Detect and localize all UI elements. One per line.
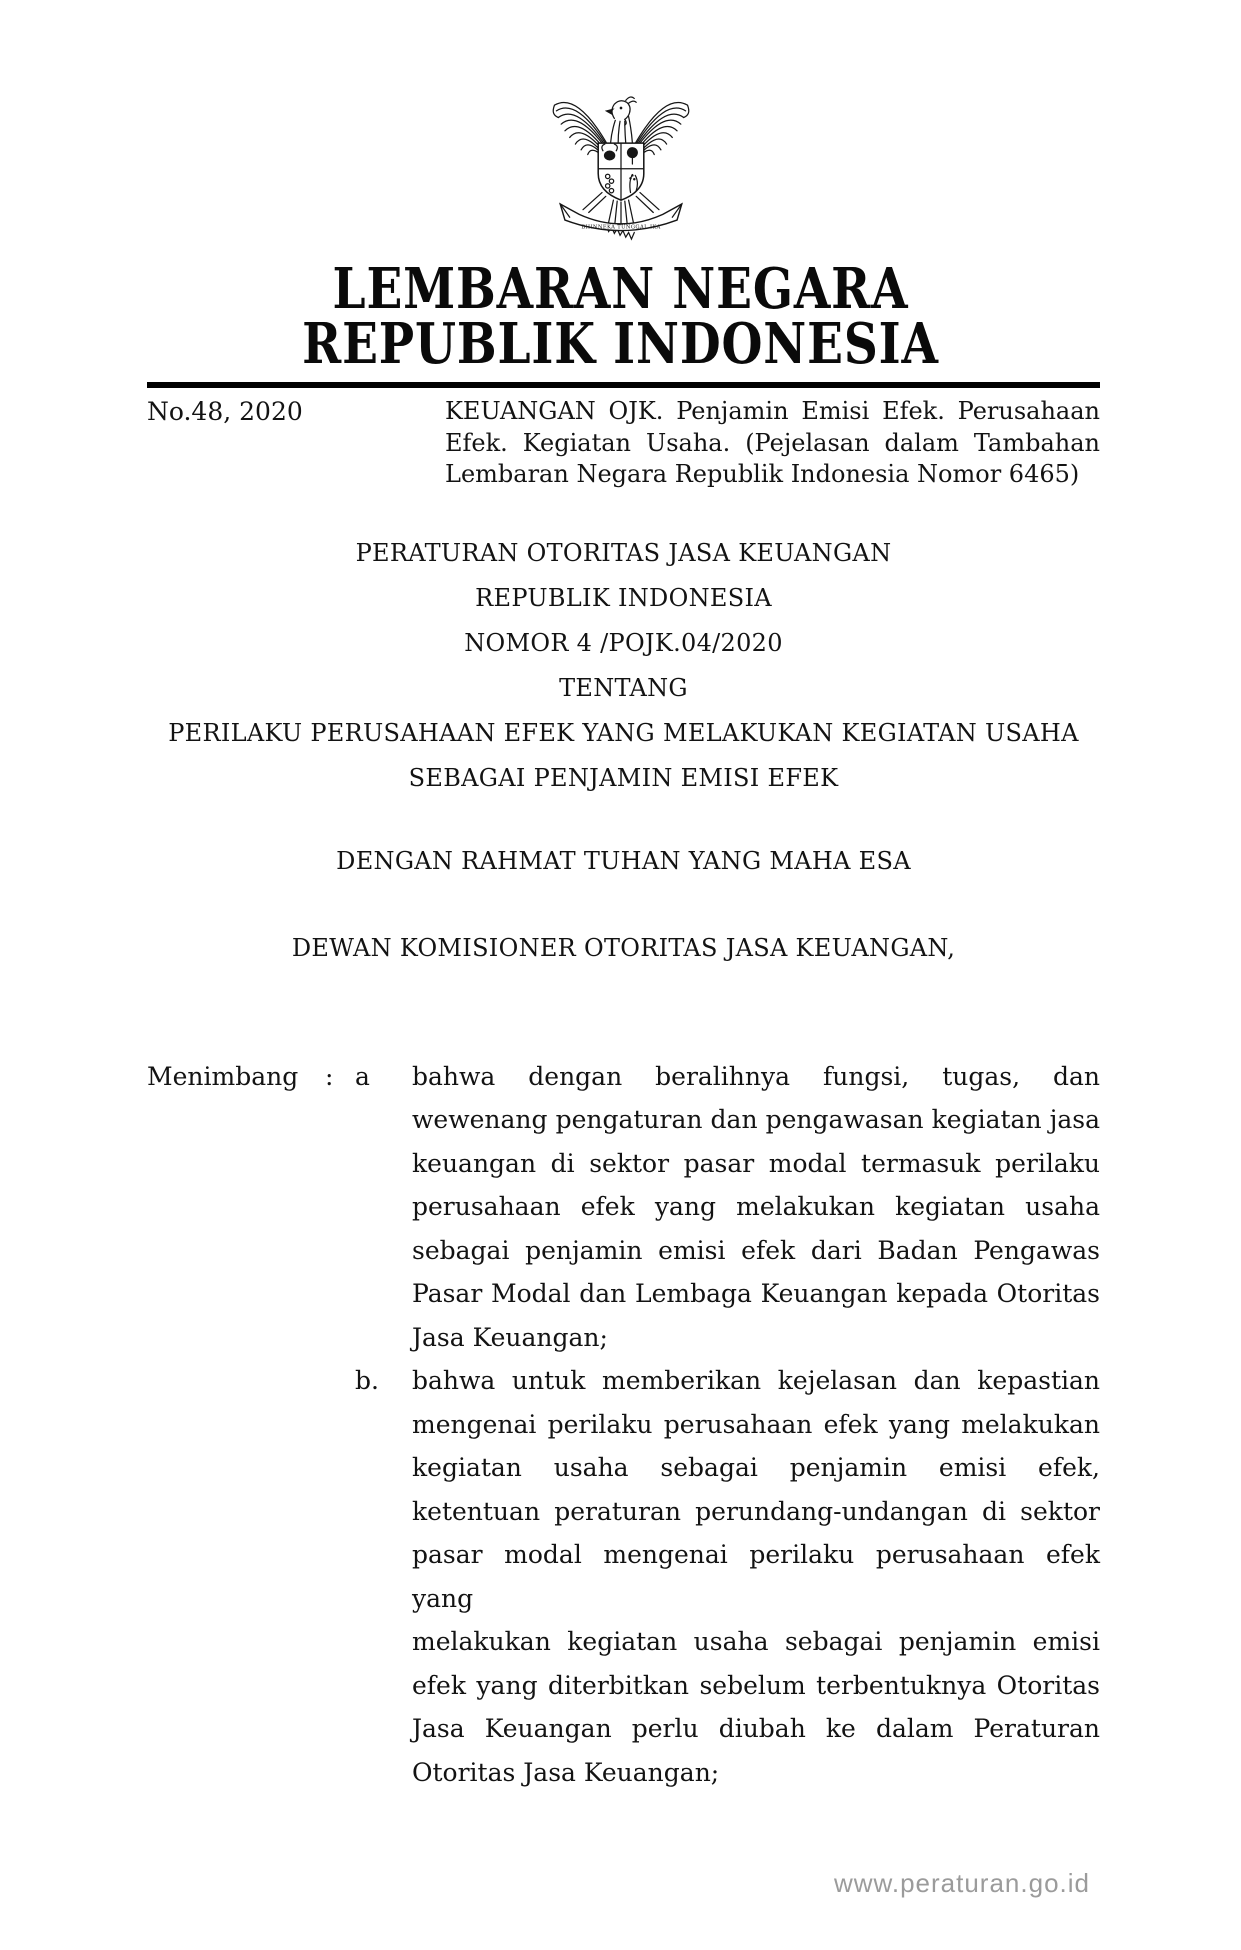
title-line-number: NOMOR 4 /POJK.04/2020: [464, 628, 783, 657]
paragraph-line: Jasa Keuangan perlu diubah ke dalam Peraturan: [412, 1714, 1100, 1743]
issuer-line: DEWAN KOMISIONER OTORITAS JASA KEUANGAN,: [291, 933, 956, 962]
annotation-line: Efek. Kegiatan Usaha. (Pejelasan dalam Tambahan: [445, 428, 1100, 457]
title-line-subject2: SEBAGAI PENJAMIN EMISI EFEK: [408, 763, 839, 792]
paragraph-line: bahwa dengan beralihnya fungsi, tugas, dan: [412, 1061, 1100, 1091]
masthead-divider: [147, 382, 1100, 388]
gazette-header: [147, 396, 1100, 491]
subject-annotation: [445, 396, 1100, 491]
title-line-institution: PERATURAN OTORITAS JASA KEUANGAN: [355, 538, 892, 567]
annotation-line: KEUANGAN OJK. Penjamin Emisi Efek. Perusahaan: [445, 397, 1100, 425]
considering-colon: :: [325, 1061, 334, 1091]
considering-label: Menimbang: [147, 1061, 299, 1091]
gazette-number: No.48, 2020: [147, 397, 303, 426]
considering-label-spacer: [147, 1359, 325, 1794]
paragraph-line: pasar modal mengenai perilaku perusahaan efek yang: [412, 1540, 1100, 1613]
considering-colon-spacer: [325, 1359, 355, 1794]
paragraph-line: sebagai penjamin emisi efek dari Badan Pengawas: [412, 1235, 1100, 1265]
considering-item-b-text: [412, 1359, 1100, 1794]
paragraph-line: Otoritas Jasa Keuangan;: [412, 1757, 720, 1787]
title-line-subject1: PERILAKU PERUSAHAAN EFEK YANG MELAKUKAN KEGIATAN USAHA: [168, 718, 1079, 747]
paragraph-line: kegiatan usaha sebagai penjamin emisi efek,: [412, 1453, 1100, 1482]
paragraph-line: Pasar Modal dan Lembaga Keuangan kepada Otoritas: [412, 1279, 1100, 1308]
title-line-republic: REPUBLIK INDONESIA: [475, 583, 772, 612]
paragraph-line: perusahaan efek yang melakukan kegiatan usaha: [412, 1192, 1100, 1221]
paragraph-line: mengenai perilaku perusahaan efek yang melakukan: [412, 1409, 1100, 1439]
title-line-tentang: TENTANG: [559, 673, 688, 702]
paragraph-line: keuangan di sektor pasar modal termasuk perilaku: [412, 1148, 1100, 1178]
considering-item-a-marker: a: [355, 1061, 370, 1091]
invocation-line: DENGAN RAHMAT TUHAN YANG MAHA ESA: [336, 846, 911, 875]
paragraph-line: wewenang pengaturan dan pengawasan kegiatan jasa: [412, 1105, 1100, 1134]
regulation-title: [147, 531, 1100, 801]
considering-item-a-text: [412, 1055, 1100, 1360]
masthead: [0, 256, 1241, 377]
paragraph-line: efek yang diterbitkan sebelum terbentuknya Otoritas: [412, 1670, 1100, 1700]
paragraph-line: Jasa Keuangan;: [412, 1322, 608, 1352]
emblem-motto: BHINNEKA TUNGGAL IKA: [580, 224, 661, 231]
masthead-line1: LEMBARAN NEGARA: [332, 256, 909, 322]
annotation-line: Lembaran Negara Republik Indonesia Nomor 6465): [445, 460, 1080, 488]
masthead-line2: REPUBLIK INDONESIA: [302, 311, 939, 377]
garuda-pancasila-icon: [545, 86, 697, 244]
paragraph-line: bahwa untuk memberikan kejelasan dan kepastian: [412, 1366, 1100, 1395]
considering-section: [147, 1055, 1100, 1795]
source-watermark: www.peraturan.go.id: [833, 1868, 1090, 1898]
paragraph-line: melakukan kegiatan usaha sebagai penjamin emisi: [412, 1627, 1100, 1656]
paragraph-line: ketentuan peraturan perundang-undangan di sektor: [412, 1496, 1100, 1526]
considering-item-b-marker: b.: [355, 1366, 379, 1395]
